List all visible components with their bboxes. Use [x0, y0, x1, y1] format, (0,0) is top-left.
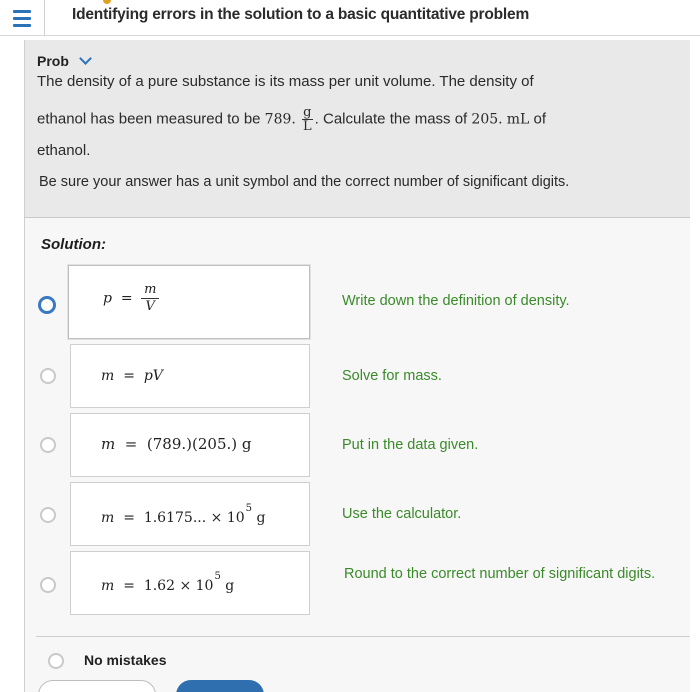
- top-bar: [0, 0, 700, 36]
- menu-divider: [44, 0, 45, 36]
- solution-heading: Solution:: [41, 236, 106, 253]
- no-mistakes-radio[interactable]: [48, 653, 64, 669]
- step-5-explanation: Round to the correct number of significant digits.: [344, 566, 656, 582]
- volume-value: 205.: [471, 111, 503, 128]
- step-3-equation-box[interactable]: [70, 413, 310, 477]
- step-1-equation-box[interactable]: [68, 265, 310, 339]
- step-1-radio[interactable]: [38, 296, 56, 314]
- step-2-equation-box[interactable]: [70, 344, 310, 408]
- instruction-note: Be sure your answer has a unit symbol and the correct number of significant digits.: [39, 174, 570, 190]
- density-value: 789.: [264, 111, 296, 128]
- step-4-equation-box[interactable]: [70, 482, 310, 546]
- step-1-explanation: Write down the definition of density.: [342, 293, 570, 309]
- step-1-equation: p = $\frac{m}{V}$: [103, 282, 159, 315]
- step-2-explanation: Solve for mass.: [342, 368, 442, 384]
- status-dot-icon: [103, 0, 111, 4]
- step-5-equation-box[interactable]: [70, 551, 310, 615]
- step-2-radio[interactable]: [40, 368, 56, 384]
- step-3-radio[interactable]: [40, 437, 56, 453]
- step-5-radio[interactable]: [40, 577, 56, 593]
- problem-line-1: The density of a pure substance is its mass per unit volume. The density of: [37, 73, 534, 90]
- problem-panel: [24, 40, 690, 218]
- step-2-equation: m = pV: [101, 368, 163, 384]
- step-4-explanation: Use the calculator.: [342, 506, 462, 522]
- problem-line-2: ethanol has been measured to be 789. $\frac{g}{L}$ . Calculate the mass of 205. mL of: [37, 105, 547, 134]
- chevron-down-icon[interactable]: [79, 52, 92, 65]
- density-unit: $\frac{g}{L}$: [303, 105, 312, 134]
- step-4-radio[interactable]: [40, 507, 56, 523]
- volume-unit: mL: [506, 111, 530, 128]
- menu-icon[interactable]: [0, 0, 44, 36]
- options-divider: [36, 636, 690, 637]
- step-4-equation: m = 1.6175... × $10^5$ g: [101, 503, 266, 526]
- primary-button[interactable]: [176, 680, 264, 692]
- step-5-equation: $m = 1.62 \times 10^5$ g: [101, 571, 235, 594]
- problem-line-3: ethanol.: [37, 142, 91, 159]
- problem-tab[interactable]: [37, 53, 90, 69]
- problem-tab-label: Prob: [37, 53, 69, 69]
- step-3-explanation: Put in the data given.: [342, 437, 479, 453]
- page-title: Identifying errors in the solution to a basic quantitative problem: [72, 6, 530, 23]
- no-mistakes-label[interactable]: No mistakes: [84, 652, 167, 668]
- step-3-equation: m = (789.)(205.) g: [101, 435, 252, 453]
- secondary-button[interactable]: [38, 680, 156, 692]
